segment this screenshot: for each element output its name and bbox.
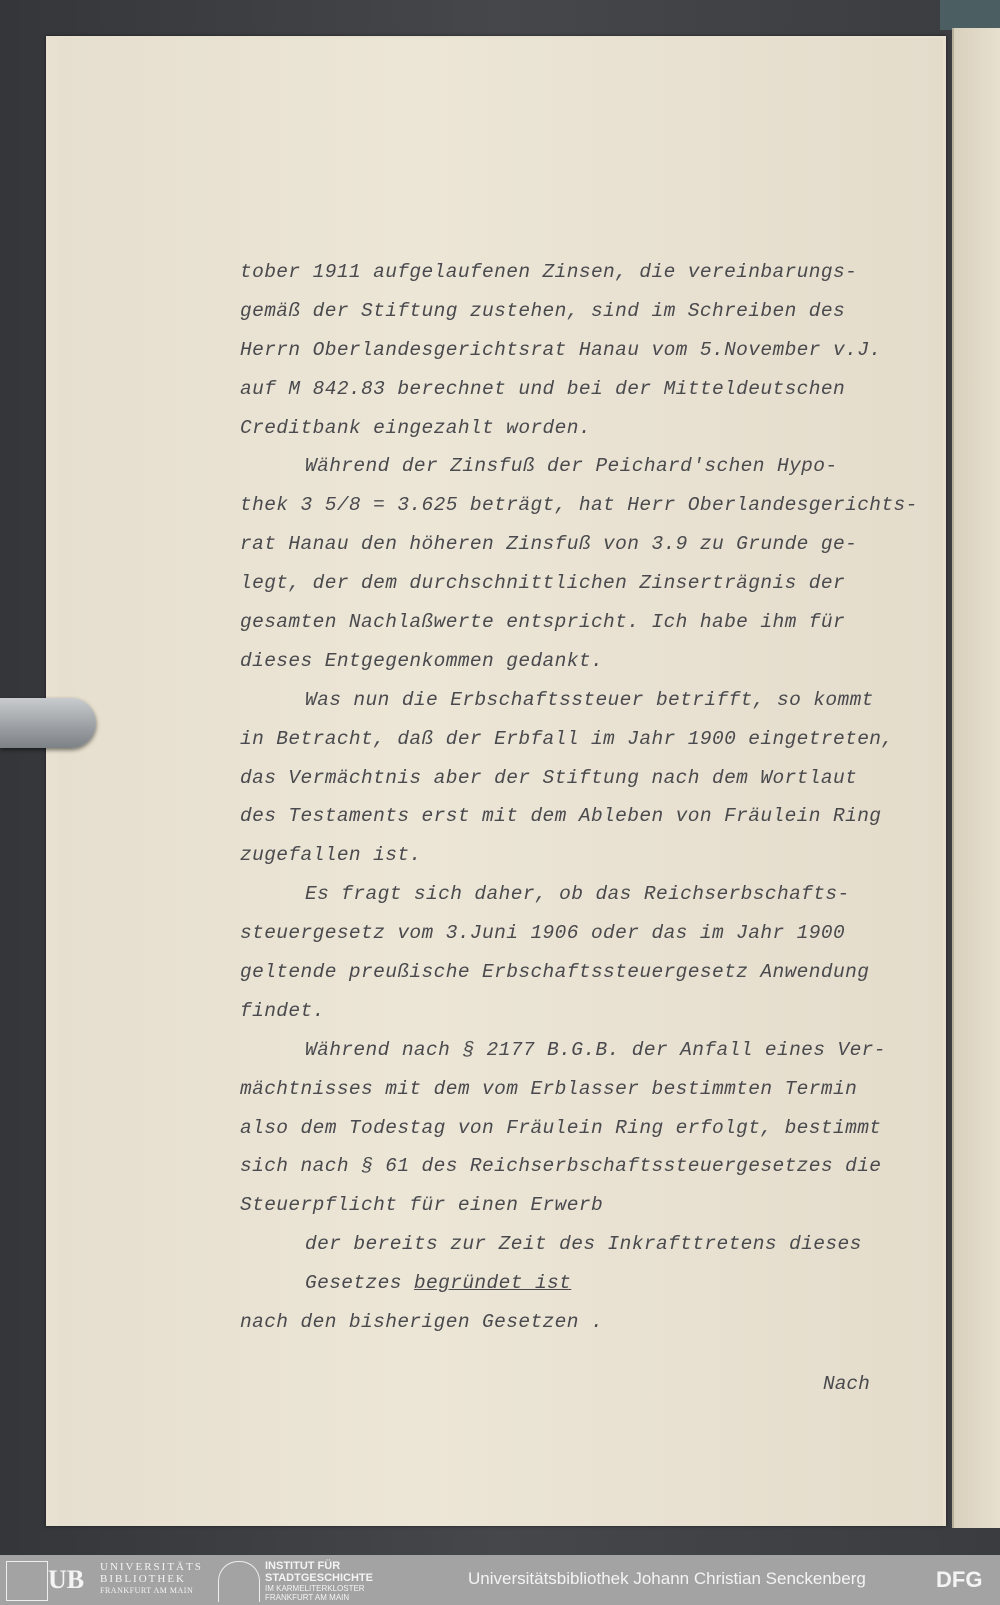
text-line: des Testaments erst mit dem Ableben von Fräulein Ring	[240, 805, 882, 828]
text-line: Während der Zinsfuß der Peichard'schen Hypo-	[305, 455, 838, 478]
text-line: tober 1911 aufgelaufenen Zinsen, die vereinbarungs-	[240, 261, 858, 283]
dfg-logo: DFG	[936, 1567, 983, 1592]
ub-logo-text	[100, 1561, 203, 1597]
isg-line: STADTGESCHICHTE	[265, 1572, 373, 1584]
isg-line: FRANKFURT AM MAIN	[265, 1593, 350, 1602]
text-line: steuergesetz vom 3.Juni 1906 oder das im Jahr 1900	[240, 922, 846, 945]
text-line: Creditbank eingezahlt worden.	[240, 416, 591, 439]
text-line: der bereits zur Zeit des Inkrafttretens dieses	[305, 1233, 862, 1256]
binding-tab	[940, 0, 1000, 30]
footer-bar	[0, 1555, 1000, 1605]
catchword: Nach	[823, 1373, 870, 1395]
ub-line: UNIVERSITÄTS	[100, 1561, 203, 1573]
isg-line: INSTITUT FÜR	[265, 1560, 341, 1572]
text-line: zugefallen ist.	[240, 844, 422, 867]
text-line: mächtnisses mit dem vom Erblasser bestimmten Termin	[240, 1077, 858, 1100]
text-fragment: Gesetzes	[305, 1272, 414, 1295]
page-holder-clip	[0, 698, 96, 748]
typewritten-text	[240, 253, 940, 1342]
text-line: Es fragt sich daher, ob das Reichserbschafts-	[305, 883, 850, 906]
text-line: Was nun die Erbschaftssteuer betrifft, so kommt	[305, 688, 874, 711]
text-line: rat Hanau den höheren Zinsfuß von 3.9 zu Grunde ge-	[240, 533, 858, 556]
text-line: findet.	[240, 999, 325, 1022]
text-line: Während nach § 2177 B.G.B. der Anfall eines Ver-	[305, 1038, 886, 1061]
text-line: auf M 842.83 berechnet und bei der Mitteldeutschen	[240, 377, 846, 400]
isg-arch-logo-icon	[218, 1561, 260, 1602]
text-line: also dem Todestag von Fräulein Ring erfolgt, bestimmt	[240, 1116, 882, 1139]
ub-line: BIBLIOTHEK	[100, 1573, 186, 1585]
text-line: gemäß der Stiftung zustehen, sind im Schreiben des	[240, 299, 846, 322]
text-line: Steuerpflicht für einen Erwerb	[240, 1194, 604, 1217]
text-line: in Betracht, daß der Erbfall im Jahr 1900 eingetreten,	[240, 727, 894, 750]
adjacent-page-edge	[952, 28, 1000, 1528]
ub-line: FRANKFURT AM MAIN	[100, 1586, 194, 1595]
ub-portrait-logo-icon	[6, 1561, 48, 1601]
ub-logo-letters: UB	[48, 1565, 85, 1594]
text-line: Herrn Oberlandesgerichtsrat Hanau vom 5.November v.J.	[240, 338, 882, 361]
isg-logo-text	[265, 1560, 373, 1602]
isg-line: IM KARMELITERKLOSTER	[265, 1584, 365, 1593]
text-line: nach den bisherigen Gesetzen .	[240, 1311, 604, 1334]
text-line: thek 3 5/8 = 3.625 beträgt, hat Herr Oberlandesgerichts-	[240, 494, 918, 517]
underlined-text: begründet ist	[413, 1272, 572, 1295]
text-line: das Vermächtnis aber der Stiftung nach dem Wortlaut	[240, 766, 858, 789]
text-line	[240, 1264, 940, 1303]
text-line: sich nach § 61 des Reichserbschaftssteuergesetzes die	[240, 1155, 882, 1178]
text-line: dieses Entgegenkommen gedankt.	[240, 649, 604, 672]
text-line: geltende preußische Erbschaftssteuergesetz Anwendung	[240, 961, 870, 984]
text-line: gesamten Nachlaßwerte entspricht. Ich habe ihm für	[240, 611, 846, 634]
text-line: legt, der dem durchschnittlichen Zinserträgnis der	[240, 572, 846, 595]
library-title: Universitätsbibliothek Johann Christian Senckenberg	[468, 1569, 866, 1588]
